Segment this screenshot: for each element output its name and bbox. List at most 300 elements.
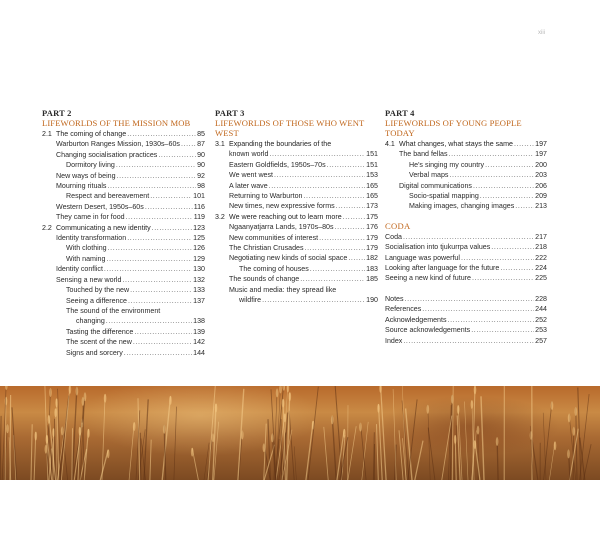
entry-title: Seeing a difference: [66, 296, 127, 305]
grass-stalk: [402, 386, 406, 480]
entry-title: Dormitory living: [66, 161, 115, 170]
grass-seedhead: [49, 388, 52, 397]
part-title: LIFEWORLDS OF THE MISSION MOB: [42, 118, 191, 128]
grass-seedhead: [477, 426, 480, 435]
toc-entry: [385, 149, 547, 159]
dot-leader: [336, 201, 366, 211]
toc-entry: [42, 275, 205, 285]
toc-entries: [42, 129, 205, 358]
dot-leader: [319, 233, 365, 243]
entry-title: Looking after language for the future: [385, 264, 500, 273]
grass-seedhead: [427, 405, 430, 414]
grass-stalk: [332, 416, 336, 480]
entry-title: We were reaching out to learn more: [229, 212, 342, 221]
entry-title: Language was powerful: [385, 253, 460, 262]
toc-entry: [385, 304, 547, 314]
grass-stalk: [377, 424, 379, 480]
entry-title: The scent of the new: [66, 338, 132, 347]
dot-leader: [473, 181, 534, 191]
toc-entry: [215, 264, 378, 274]
grass-seedhead: [567, 449, 570, 458]
dot-leader: [310, 264, 365, 274]
grass-seedhead: [287, 386, 290, 393]
dot-leader: [133, 337, 192, 347]
grass-seedhead: [55, 398, 58, 407]
entry-title: Touched by the new: [66, 286, 130, 295]
dot-leader: [422, 304, 534, 314]
grass-seedhead: [457, 405, 460, 414]
dot-leader: [274, 170, 365, 180]
toc-entry: [385, 201, 547, 211]
grass-seedhead: [46, 435, 49, 444]
dot-leader: [152, 223, 193, 233]
entry-title: With clothing: [66, 244, 107, 253]
toc-entry: [42, 348, 205, 358]
dot-leader: [405, 294, 535, 304]
toc-entry: [215, 139, 378, 149]
dot-leader: [461, 253, 534, 263]
page-ref: 213: [535, 202, 547, 211]
section-number: 3.1: [215, 140, 225, 148]
toc-entry: [215, 170, 378, 180]
dot-leader: [150, 191, 192, 201]
dot-leader: [515, 201, 534, 211]
grass-stalk: [129, 423, 134, 481]
grass-seedhead: [82, 397, 85, 406]
entry-title: Communicating a new identity: [56, 223, 151, 232]
entry-title: Acknowledgements: [385, 315, 447, 324]
grass-seedhead: [454, 435, 457, 444]
entry-title: The coming of houses: [239, 264, 309, 273]
toc-entry: [42, 254, 205, 264]
grass-stalk: [150, 440, 151, 480]
dot-leader: [300, 274, 365, 284]
bottom-margin: [0, 480, 600, 534]
dot-leader: [145, 202, 193, 212]
page-ref: 87: [197, 140, 205, 149]
dot-leader: [449, 170, 534, 180]
page-ref: 228: [535, 294, 547, 303]
page-ref: 203: [535, 171, 547, 180]
grass-stalk: [408, 399, 417, 480]
dot-leader: [514, 139, 534, 149]
entry-title: References: [385, 305, 422, 314]
entry-title: Negotiating new kinds of social space: [229, 254, 348, 263]
grassland-photo: [0, 386, 600, 480]
page-ref: 222: [535, 253, 547, 262]
grass-seedhead: [554, 441, 557, 450]
entry-title: New times, new expressive forms: [229, 202, 335, 211]
grass-seedhead: [271, 433, 274, 442]
page-ref: 179: [366, 233, 378, 242]
entry-title: Socialisation into tjukurrpa values: [385, 243, 491, 252]
toc-entry: [385, 315, 547, 325]
entry-title: wildfire: [239, 296, 262, 305]
entry-title: The band fellas: [399, 150, 448, 159]
entry-title: New ways of being: [56, 171, 116, 180]
page-ref: 217: [535, 232, 547, 241]
dot-leader: [403, 232, 534, 242]
grass-stalk: [544, 402, 552, 480]
entry-title: Returning to Warburton: [229, 192, 303, 201]
grass-stalk: [348, 426, 356, 480]
grass-seedhead: [79, 427, 82, 436]
part-title-line: LIFEWORLDS OF THOSE WHO WENT: [215, 118, 365, 128]
page-ref: 244: [535, 305, 547, 314]
page-ref: 190: [366, 296, 378, 305]
entry-title: With naming: [66, 254, 106, 263]
toc-entry: [215, 160, 378, 170]
toc-column-part-3: [215, 108, 378, 306]
toc-entry: [385, 181, 547, 191]
entry-title: Mourning rituals: [56, 182, 107, 191]
grass-seedhead: [45, 445, 48, 454]
grass-seedhead: [241, 431, 244, 440]
toc-entry: [385, 273, 547, 283]
page-ref: 252: [535, 315, 547, 324]
page-ref: 125: [193, 234, 205, 243]
entry-title: Ngaanyatjarra Lands, 1970s–80s: [229, 223, 334, 232]
grass-stalk: [162, 396, 170, 480]
dot-leader: [327, 160, 366, 170]
entry-title: Expanding the boundaries of the: [229, 140, 332, 148]
page-ref: 139: [193, 327, 205, 336]
toc-entry: [42, 171, 205, 181]
coda-entries: [385, 232, 547, 284]
grass-stalk: [45, 386, 48, 480]
entry-title: Changing socialisation practices: [56, 150, 158, 159]
page-ref: 253: [535, 326, 547, 335]
grass-seedhead: [215, 403, 218, 412]
toc-entry: [215, 201, 378, 211]
toc-entry: [215, 233, 378, 243]
toc-entry: [42, 285, 205, 295]
dot-leader: [128, 296, 192, 306]
entry-title: Signs and sorcery: [66, 348, 123, 357]
grass-stalk: [174, 407, 177, 480]
grass-stalk: [403, 438, 407, 480]
toc-entry: [42, 243, 205, 253]
page-ref: 90: [197, 161, 205, 170]
toc-entry: [42, 233, 205, 243]
grass-seedhead: [282, 399, 285, 408]
page-ref: 176: [366, 223, 378, 232]
toc-entry: [42, 337, 205, 347]
entry-title: known world: [229, 150, 269, 159]
toc-entry: [385, 263, 547, 273]
grass-stalk: [340, 437, 348, 480]
entry-title: He's singing my country: [409, 160, 485, 169]
toc-entry: [385, 253, 547, 263]
entry-title: Eastern Goldfields, 1950s–70s: [229, 160, 326, 169]
grass-stalks-image: [0, 386, 600, 480]
grass-seedhead: [6, 424, 9, 433]
page-ref: 151: [366, 160, 378, 169]
page-ref: 92: [197, 171, 205, 180]
entry-title: Digital communications: [399, 181, 472, 190]
dot-leader: [116, 160, 196, 170]
dot-leader: [134, 327, 192, 337]
grass-seedhead: [359, 423, 362, 432]
dot-leader: [262, 295, 365, 305]
toc-entry: [385, 294, 547, 304]
entry-title: New communities of interest: [229, 233, 319, 242]
entry-title: We went west: [229, 171, 274, 180]
toc-entry: [215, 191, 378, 201]
page-ref: 165: [366, 192, 378, 201]
toc-entry: [215, 243, 378, 253]
entry-title: A later wave: [229, 181, 268, 190]
dot-leader: [472, 273, 534, 283]
entry-title: They came in for food: [56, 213, 125, 222]
entry-title: Identity conflict: [56, 265, 103, 274]
grass-seedhead: [331, 415, 334, 424]
grass-seedhead: [5, 386, 8, 390]
dot-leader: [449, 149, 535, 159]
grass-seedhead: [107, 449, 110, 458]
grass-stalk: [361, 423, 367, 480]
grass-seedhead: [191, 448, 194, 457]
toc-entries: [215, 139, 378, 306]
entry-title: Sensing a new world: [56, 275, 122, 284]
toc-entry: [385, 232, 547, 242]
grass-stalk: [415, 441, 423, 480]
toc-entry: [42, 296, 205, 306]
entry-title: Making images, changing images: [409, 202, 515, 211]
grass-stalk: [580, 394, 590, 480]
grass-seedhead: [573, 427, 576, 436]
grass-seedhead: [133, 422, 136, 431]
page-ref: 133: [193, 286, 205, 295]
grass-stalk: [294, 446, 296, 480]
page-ref: 137: [193, 296, 205, 305]
toc-column-part-4: [385, 108, 547, 346]
page-ref: 144: [193, 348, 205, 357]
section-number: 2.2: [42, 223, 52, 232]
page-ref: 183: [366, 264, 378, 273]
toc-entry: [385, 325, 547, 335]
dot-leader: [106, 316, 192, 326]
page-ref: 225: [535, 274, 547, 283]
section-number: 4.1: [385, 140, 395, 148]
toc-entry: [42, 327, 205, 337]
dot-leader: [491, 242, 534, 252]
dot-leader: [343, 212, 366, 222]
dot-leader: [106, 254, 192, 264]
page-ref: 209: [535, 192, 547, 201]
grass-seedhead: [289, 392, 292, 401]
dot-leader: [181, 139, 196, 149]
grass-stalk: [324, 427, 328, 480]
toc-entry: [215, 274, 378, 284]
dot-leader: [403, 336, 534, 346]
page-ref: 200: [535, 160, 547, 169]
page-ref: 151: [366, 150, 378, 159]
toc-entry: [385, 139, 547, 149]
dot-leader: [158, 150, 196, 160]
entry-title: Source acknowledgements: [385, 326, 471, 335]
grass-seedhead: [163, 425, 166, 434]
part-title: [215, 118, 378, 138]
toc-entry: [385, 160, 547, 170]
grass-stalk: [465, 402, 469, 481]
grass-seedhead: [48, 415, 51, 424]
grass-seedhead: [575, 407, 578, 416]
grass-seedhead: [496, 437, 499, 446]
section-number: 3.2: [215, 212, 225, 221]
entry-title: The coming of change: [56, 130, 127, 138]
entry-title: What changes, what stays the same: [399, 140, 513, 148]
page-ref: 206: [535, 181, 547, 190]
grass-stalk: [450, 395, 452, 480]
grass-stalk: [144, 399, 148, 480]
entry-title: Identity transformation: [56, 234, 127, 243]
grass-stalk: [399, 430, 403, 480]
grass-seedhead: [568, 414, 571, 423]
entry-title: The sounds of change: [229, 275, 300, 284]
grass-stalk: [578, 388, 581, 481]
grass-seedhead: [76, 387, 79, 396]
entry-title: Tasting the difference: [66, 327, 134, 336]
toc-entry: [215, 181, 378, 191]
toc-entry: [385, 336, 547, 346]
page-ref: 116: [193, 202, 205, 211]
dot-leader: [107, 181, 196, 191]
dot-leader: [124, 348, 192, 358]
entry-title: Verbal maps: [409, 171, 449, 180]
entry-title: Respect and bereavement: [66, 192, 150, 201]
dot-leader: [348, 253, 365, 263]
dot-leader: [448, 315, 535, 325]
grass-seedhead: [35, 432, 38, 441]
page-ref: 132: [193, 275, 205, 284]
grass-seedhead: [169, 396, 172, 405]
toc-entry: [42, 316, 205, 326]
part-title-line: WEST: [215, 128, 239, 138]
grass-stalk: [0, 416, 1, 480]
grass-seedhead: [87, 429, 90, 438]
toc-entry: [42, 264, 205, 274]
dot-leader: [130, 285, 192, 295]
grass-seedhead: [471, 400, 474, 409]
page-ref: 98: [197, 182, 205, 191]
grass-stalk: [31, 424, 32, 480]
grass-seedhead: [474, 386, 477, 395]
toc-entry: [42, 306, 205, 316]
page-ref: 257: [535, 336, 547, 345]
toc-entry: [42, 223, 205, 233]
toc-entry: [215, 295, 378, 305]
toc-entry: [42, 181, 205, 191]
page-ref: 138: [193, 317, 205, 326]
entry-title: Coda: [385, 232, 402, 241]
grass-seedhead: [276, 388, 279, 397]
coda-heading: CODA: [385, 220, 411, 231]
toc-entry: [42, 212, 205, 222]
page-ref: 179: [366, 244, 378, 253]
grass-stalk: [12, 407, 17, 480]
dot-leader: [126, 212, 193, 222]
entry-title: Western Desert, 1950s–60s: [56, 202, 144, 211]
page-ref: 90: [197, 150, 205, 159]
dot-leader: [500, 263, 534, 273]
toc-entry: [42, 202, 205, 212]
grass-seedhead: [104, 394, 107, 403]
toc-entry: [42, 129, 205, 139]
dot-leader: [122, 275, 192, 285]
grass-seedhead: [551, 401, 554, 410]
grass-stalk: [481, 396, 484, 480]
page-ref: 101: [193, 192, 205, 201]
page-ref: 129: [193, 254, 205, 263]
toc-entry: [42, 139, 205, 149]
page-ref: 197: [535, 150, 547, 159]
dot-leader: [303, 191, 365, 201]
grass-stalk: [348, 405, 349, 480]
toc-entry: [215, 149, 378, 159]
grass-stalk: [379, 404, 383, 480]
toc-column-part-2: [42, 108, 205, 358]
entry-title: The sound of the environment: [66, 306, 161, 315]
dot-leader: [127, 129, 196, 139]
page-number: xiii: [538, 30, 545, 36]
grass-seedhead: [343, 429, 346, 438]
entry-title: changing: [76, 317, 105, 326]
back-matter-entries: [385, 294, 547, 346]
entry-title: Warburton Ranges Mission, 1930s–60s: [56, 140, 180, 149]
toc-entry: [385, 191, 547, 201]
page-ref: 142: [193, 338, 205, 347]
entry-title: Socio-spatial mapping: [409, 192, 479, 201]
toc-entry: [385, 242, 547, 252]
grass-stalk: [140, 433, 141, 480]
section-number: 2.1: [42, 130, 52, 138]
page-ref: 218: [535, 243, 547, 252]
entry-title: Seeing a new kind of future: [385, 274, 471, 283]
dot-leader: [127, 233, 192, 243]
dot-leader: [471, 325, 534, 335]
toc-entry: [215, 253, 378, 263]
dot-leader: [485, 160, 534, 170]
page-ref: 182: [366, 254, 378, 263]
page-ref: 185: [366, 275, 378, 284]
part-title: LIFEWORLDS OF YOUNG PEOPLE TODAY: [385, 118, 522, 138]
grass-stalk: [72, 428, 73, 480]
grass-stalk: [287, 393, 290, 480]
page-ref: 85: [197, 130, 205, 138]
dot-leader: [480, 191, 534, 201]
dot-leader: [269, 181, 366, 191]
grass-seedhead: [61, 427, 64, 436]
part-heading: PART 3: [215, 108, 245, 118]
grass-seedhead: [474, 440, 477, 449]
part-heading: PART 2: [42, 108, 72, 118]
dot-leader: [108, 243, 193, 253]
grass-seedhead: [377, 404, 380, 413]
toc-entry: [215, 212, 378, 222]
entry-title: Music and media: they spread like: [229, 285, 337, 294]
toc-entry: [42, 191, 205, 201]
toc-entry: [42, 160, 205, 170]
page-ref: 173: [366, 202, 378, 211]
page-ref: 224: [535, 264, 547, 273]
dot-leader: [335, 222, 366, 232]
page-ref: 153: [366, 171, 378, 180]
page-ref: 165: [366, 181, 378, 190]
page-ref: 197: [535, 140, 547, 148]
grass-stalk: [308, 387, 318, 480]
part-heading: PART 4: [385, 108, 415, 118]
